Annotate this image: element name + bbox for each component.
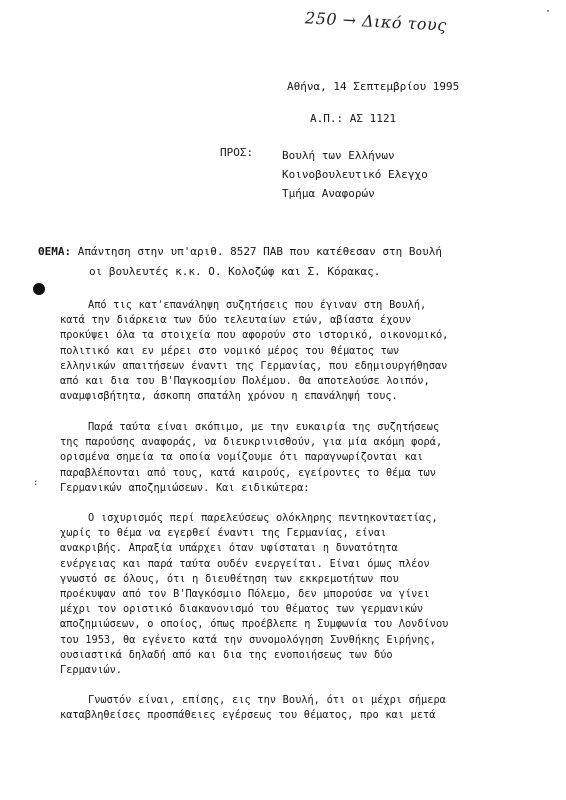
margin-mark: : <box>33 478 39 488</box>
subject-label: ΘΕΜΑ: <box>38 245 72 258</box>
paragraph-line: ανακριβής. Απραξία υπάρχει όταν υφίσταται η δυνατότητα <box>60 542 398 555</box>
paragraph-line: πολιτικό και εν μέρει στο νομικό μέρος του θέματος των <box>60 344 400 357</box>
recipient-line: Τμήμα Αναφορών <box>282 187 375 200</box>
recipient-label: ΠΡΟΣ: <box>220 146 254 159</box>
paragraph-line: από και δια του Β'Παγκοσμίου Πολέμου. Θα αποτελούσε λοιπόν, <box>60 375 430 388</box>
paragraph-line: προκύψει όλα τα στοιχεία που αφορούν στο ιστορικό, οικονομικό, <box>60 329 449 342</box>
body-paragraph-2 <box>60 420 528 496</box>
paragraph-line: Γερμανιών. <box>60 664 122 677</box>
paragraph-line: ορισμένα σημεία τα οποία νομίζουμε ότι παραγνωρίζονται και <box>60 451 424 464</box>
paragraph-line: Γερμανικών αποζημιώσεων. Και ειδικώτερα: <box>60 481 310 494</box>
body-paragraph-3 <box>60 511 528 678</box>
recipient-block <box>282 146 428 203</box>
paragraph-line: μέχρι τον οριστικό διακανονισμό του θέματος των γερμανικών <box>60 603 424 616</box>
reference-number: Α.Π.: ΑΣ 1121 <box>310 112 397 125</box>
paragraph-line: καταβληθείσες προσπάθειες εγέρσεως του θέματος, προ και μετά <box>60 709 436 722</box>
punch-hole <box>33 283 45 295</box>
subject-line-1: Απάντηση στην υπ'αριθ. 8527 ΠΑΒ που κατέθεσαν στη Βουλή <box>77 245 442 258</box>
paragraph-line: γνωστό σε όλους, ότι η διευθέτηση των εκκρεμοτήτων που <box>60 572 399 585</box>
paragraph-line: παραβλέπονται από τους, κατά καιρούς, εγείροντες το θέμα των <box>60 466 436 479</box>
paragraph-line: Παρά ταύτα είναι σκόπιμο, με την ευκαιρία της συζητήσεως <box>88 421 440 433</box>
handwritten-note: 250 → Δικό τους <box>304 8 448 35</box>
recipient-line: Κοινοβουλευτικό Ελεγχο <box>282 168 428 181</box>
paragraph-line: ελληνικών απαιτήσεων έναντι της Γερμανίας, που εδημιουργήθησαν <box>60 359 448 372</box>
body-paragraph-4 <box>60 693 528 723</box>
paragraph-line: ουσιαστικά δηλαδή από και δια της ενοποιήσεως των δύο <box>60 648 393 661</box>
paragraph-line: ενέργειας και παρά ταύτα ουδέν ενεργείται. Είναι όμως πλέον <box>60 557 430 570</box>
body-paragraph-1 <box>60 298 528 404</box>
subject-line-2: οι βουλευτές κ.κ. Ο. Κολοζώφ και Σ. Κόρακας. <box>89 265 381 278</box>
paragraph-line: αναμφισβήτητα, άσκοπη σπατάλη χρόνου η επανάληψή τους. <box>60 390 398 403</box>
paragraph-line: του 1953, θα εγένετο κατά την συνομολόγηση Συνθήκης Ειρήνης, <box>60 633 436 646</box>
paragraph-line: Ο ισχυρισμός περί παρελεύσεως ολόκληρης πεντηκονταετίας, <box>88 512 438 524</box>
subject-block <box>38 242 548 282</box>
paragraph-line: προέκυψαν από τον Β'Παγκόσμιο Πόλεμο, δεν μπορούσε να γίνει <box>60 588 430 601</box>
paragraph-line: χωρίς το θέμα να εγερθεί έναντι της Γερμανίας, είναι <box>60 527 387 540</box>
paragraph-line: κατά την διάρκεια των δύο τελευταίων ετών, αβίαστα έχουν <box>60 314 412 327</box>
letter-date: Αθήνα, 14 Σεπτεμβρίου 1995 <box>287 80 460 93</box>
corner-mark: · <box>545 6 552 17</box>
paragraph-line: της παρούσης αναφοράς, να διευκρινισθούν, για μία ακόμη φορά, <box>60 436 443 449</box>
paragraph-line: αποζημιώσεων, ο οποίος, όπως προέβλεπε η Συμφωνία του Λονδίνου <box>60 618 449 631</box>
paragraph-line: Γνωστόν είναι, επίσης, εις την Βουλή, ότι οι μέχρι σήμερα <box>88 694 446 706</box>
paragraph-line: Από τις κατ'επανάληψη συζητήσεις που έγιναν στη Βουλή, <box>88 299 427 311</box>
recipient-line: Βουλή των Ελλήνων <box>282 149 395 162</box>
